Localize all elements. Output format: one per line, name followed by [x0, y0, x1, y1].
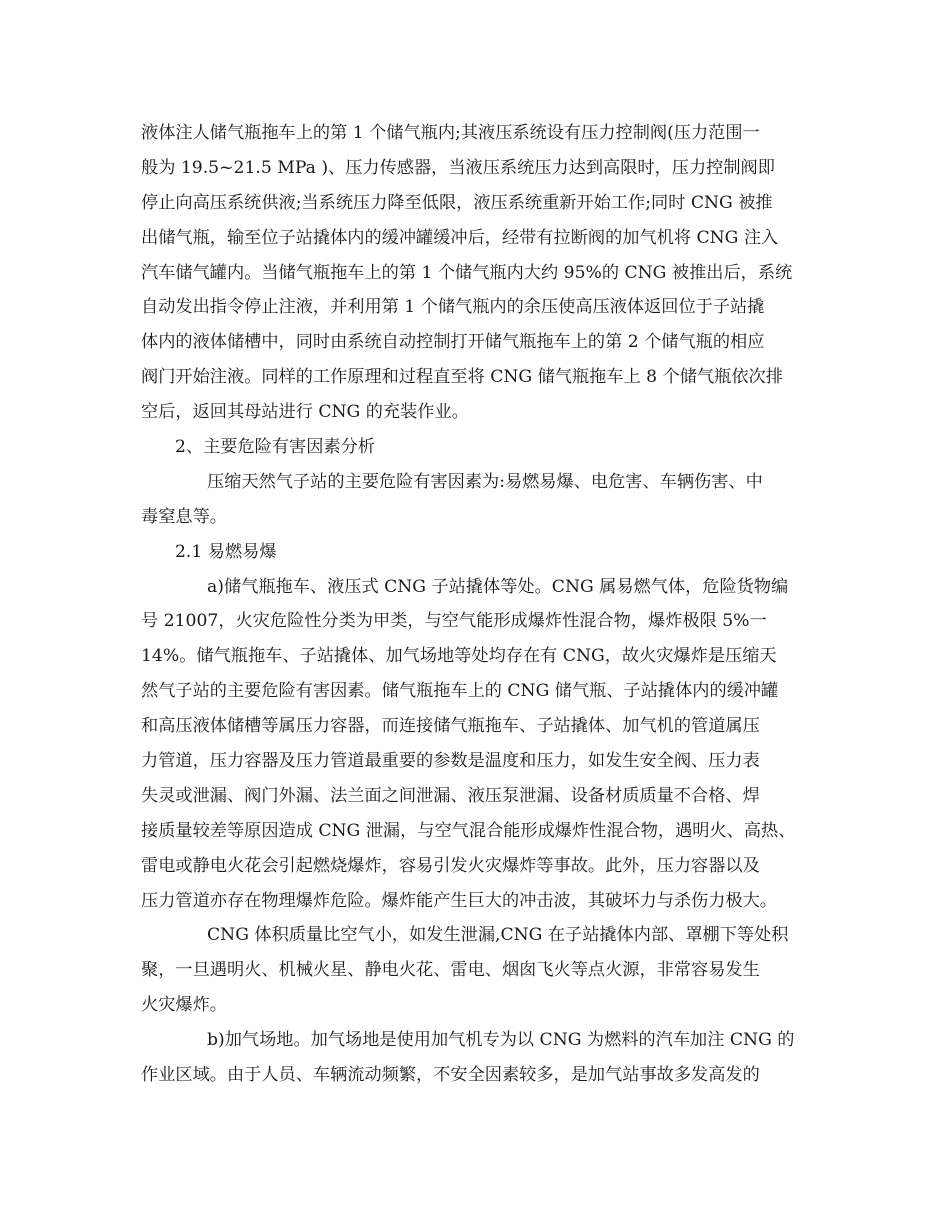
text-line: b)加气场地。加气场地是使用加气机专为以 CNG 为燃料的汽车加注 CNG 的 [207, 1030, 795, 1051]
heading-text: 2.1 易燃易爆 [175, 541, 277, 562]
text-line: 压缩天然气子站的主要危险有害因素为:易燃易爆、电危害、车辆伤害、中 [207, 471, 763, 492]
subsection-heading-flammable [141, 535, 821, 570]
text-line: 雷电或静电火花会引起燃烧爆炸，容易引发火灾爆炸等事故。此外，压力容器以及 [141, 855, 760, 876]
text-line: CNG 体积质量比空气小，如发生泄漏,CNG 在子站撬体内部、罩棚下等处积 [207, 925, 789, 946]
text-line: 作业区域。由于人员、车辆流动频繁，不安全因素较多，是加气站事故多发高发的 [141, 1065, 760, 1086]
text-line: 阀门开始注液。同样的工作原理和过程直至将 CNG 储气瓶拖车上 8 个储气瓶依次排 [141, 367, 783, 388]
text-line: 般为 19.5~21.5 MPa )、压力传感器，当液压系统压力达到高限时，压力控制阀即 [141, 157, 775, 178]
paragraph-hazard-summary [141, 465, 821, 535]
paragraph-trailer-skid [141, 570, 821, 919]
text-line: 停止向高压系统供液;当系统压力降至低限，液压系统重新开始工作;同时 CNG 被推 [141, 192, 773, 213]
text-line: 力管道，压力容器及压力管道最重要的参数是温度和压力，如发生安全阀、压力表 [141, 751, 760, 772]
text-line: 和高压液体储槽等属压力容器，而连接储气瓶拖车、子站撬体、加气机的管道属压 [141, 716, 760, 737]
text-line: 体内的液体储槽中，同时由系统自动控制打开储气瓶拖车上的第 2 个储气瓶的相应 [141, 332, 765, 353]
section-heading-hazard-analysis [141, 430, 821, 465]
text-line: 毒窒息等。 [141, 506, 227, 527]
text-line: 压力管道亦存在物理爆炸危险。爆炸能产生巨大的冲击波，其破坏力与杀伤力极大。 [141, 890, 777, 911]
text-line: 汽车储气罐内。当储气瓶拖车上的第 1 个储气瓶内大约 95%的 CNG 被推出后，系统 [141, 262, 793, 283]
text-line: 聚，一旦遇明火、机械火星、静电火花、雷电、烟囱飞火等点火源，非常容易发生 [141, 960, 760, 981]
text-line: 接质量较差等原因造成 CNG 泄漏，与空气混合能形成爆炸性混合物，遇明火、高热、 [141, 820, 796, 841]
text-line: 出储气瓶，输至位子站撬体内的缓冲罐缓冲后，经带有拉断阀的加气机将 CNG 注入 [141, 227, 779, 248]
paragraph-fueling-area [141, 1023, 821, 1093]
document-body [141, 116, 821, 1093]
heading-text: 2、主要危险有害因素分析 [175, 437, 375, 458]
paragraph-cng-density [141, 918, 821, 1023]
text-line: 然气子站的主要危险有害因素。储气瓶拖车上的 CNG 储气瓶、子站撬体内的缓冲罐 [141, 681, 779, 702]
paragraph-process-description [141, 116, 821, 430]
text-line: 14%。储气瓶拖车、子站撬体、加气场地等处均存在有 CNG，故火灾爆炸是压缩天 [141, 646, 777, 667]
text-line: 自动发出指令停止注液，并利用第 1 个储气瓶内的余压使高压液体返回位于子站撬 [141, 297, 765, 318]
text-line: 失灵或泄漏、阀门外漏、法兰面之间泄漏、液压泵泄漏、设备材质质量不合格、焊 [141, 785, 760, 806]
text-line: 空后，返回其母站进行 CNG 的充装作业。 [141, 402, 469, 423]
text-line: 号 21007，火灾危险性分类为甲类，与空气能形成爆炸性混合物，爆炸极限 5%一 [141, 611, 767, 632]
text-line: 液体注人储气瓶拖车上的第 1 个储气瓶内;其液压系统设有压力控制阀(压力范围一 [141, 123, 760, 143]
text-line: 火灾爆炸。 [141, 995, 227, 1016]
text-line: a)储气瓶拖车、液压式 CNG 子站撬体等处。CNG 属易燃气体，危险货物编 [207, 576, 789, 597]
